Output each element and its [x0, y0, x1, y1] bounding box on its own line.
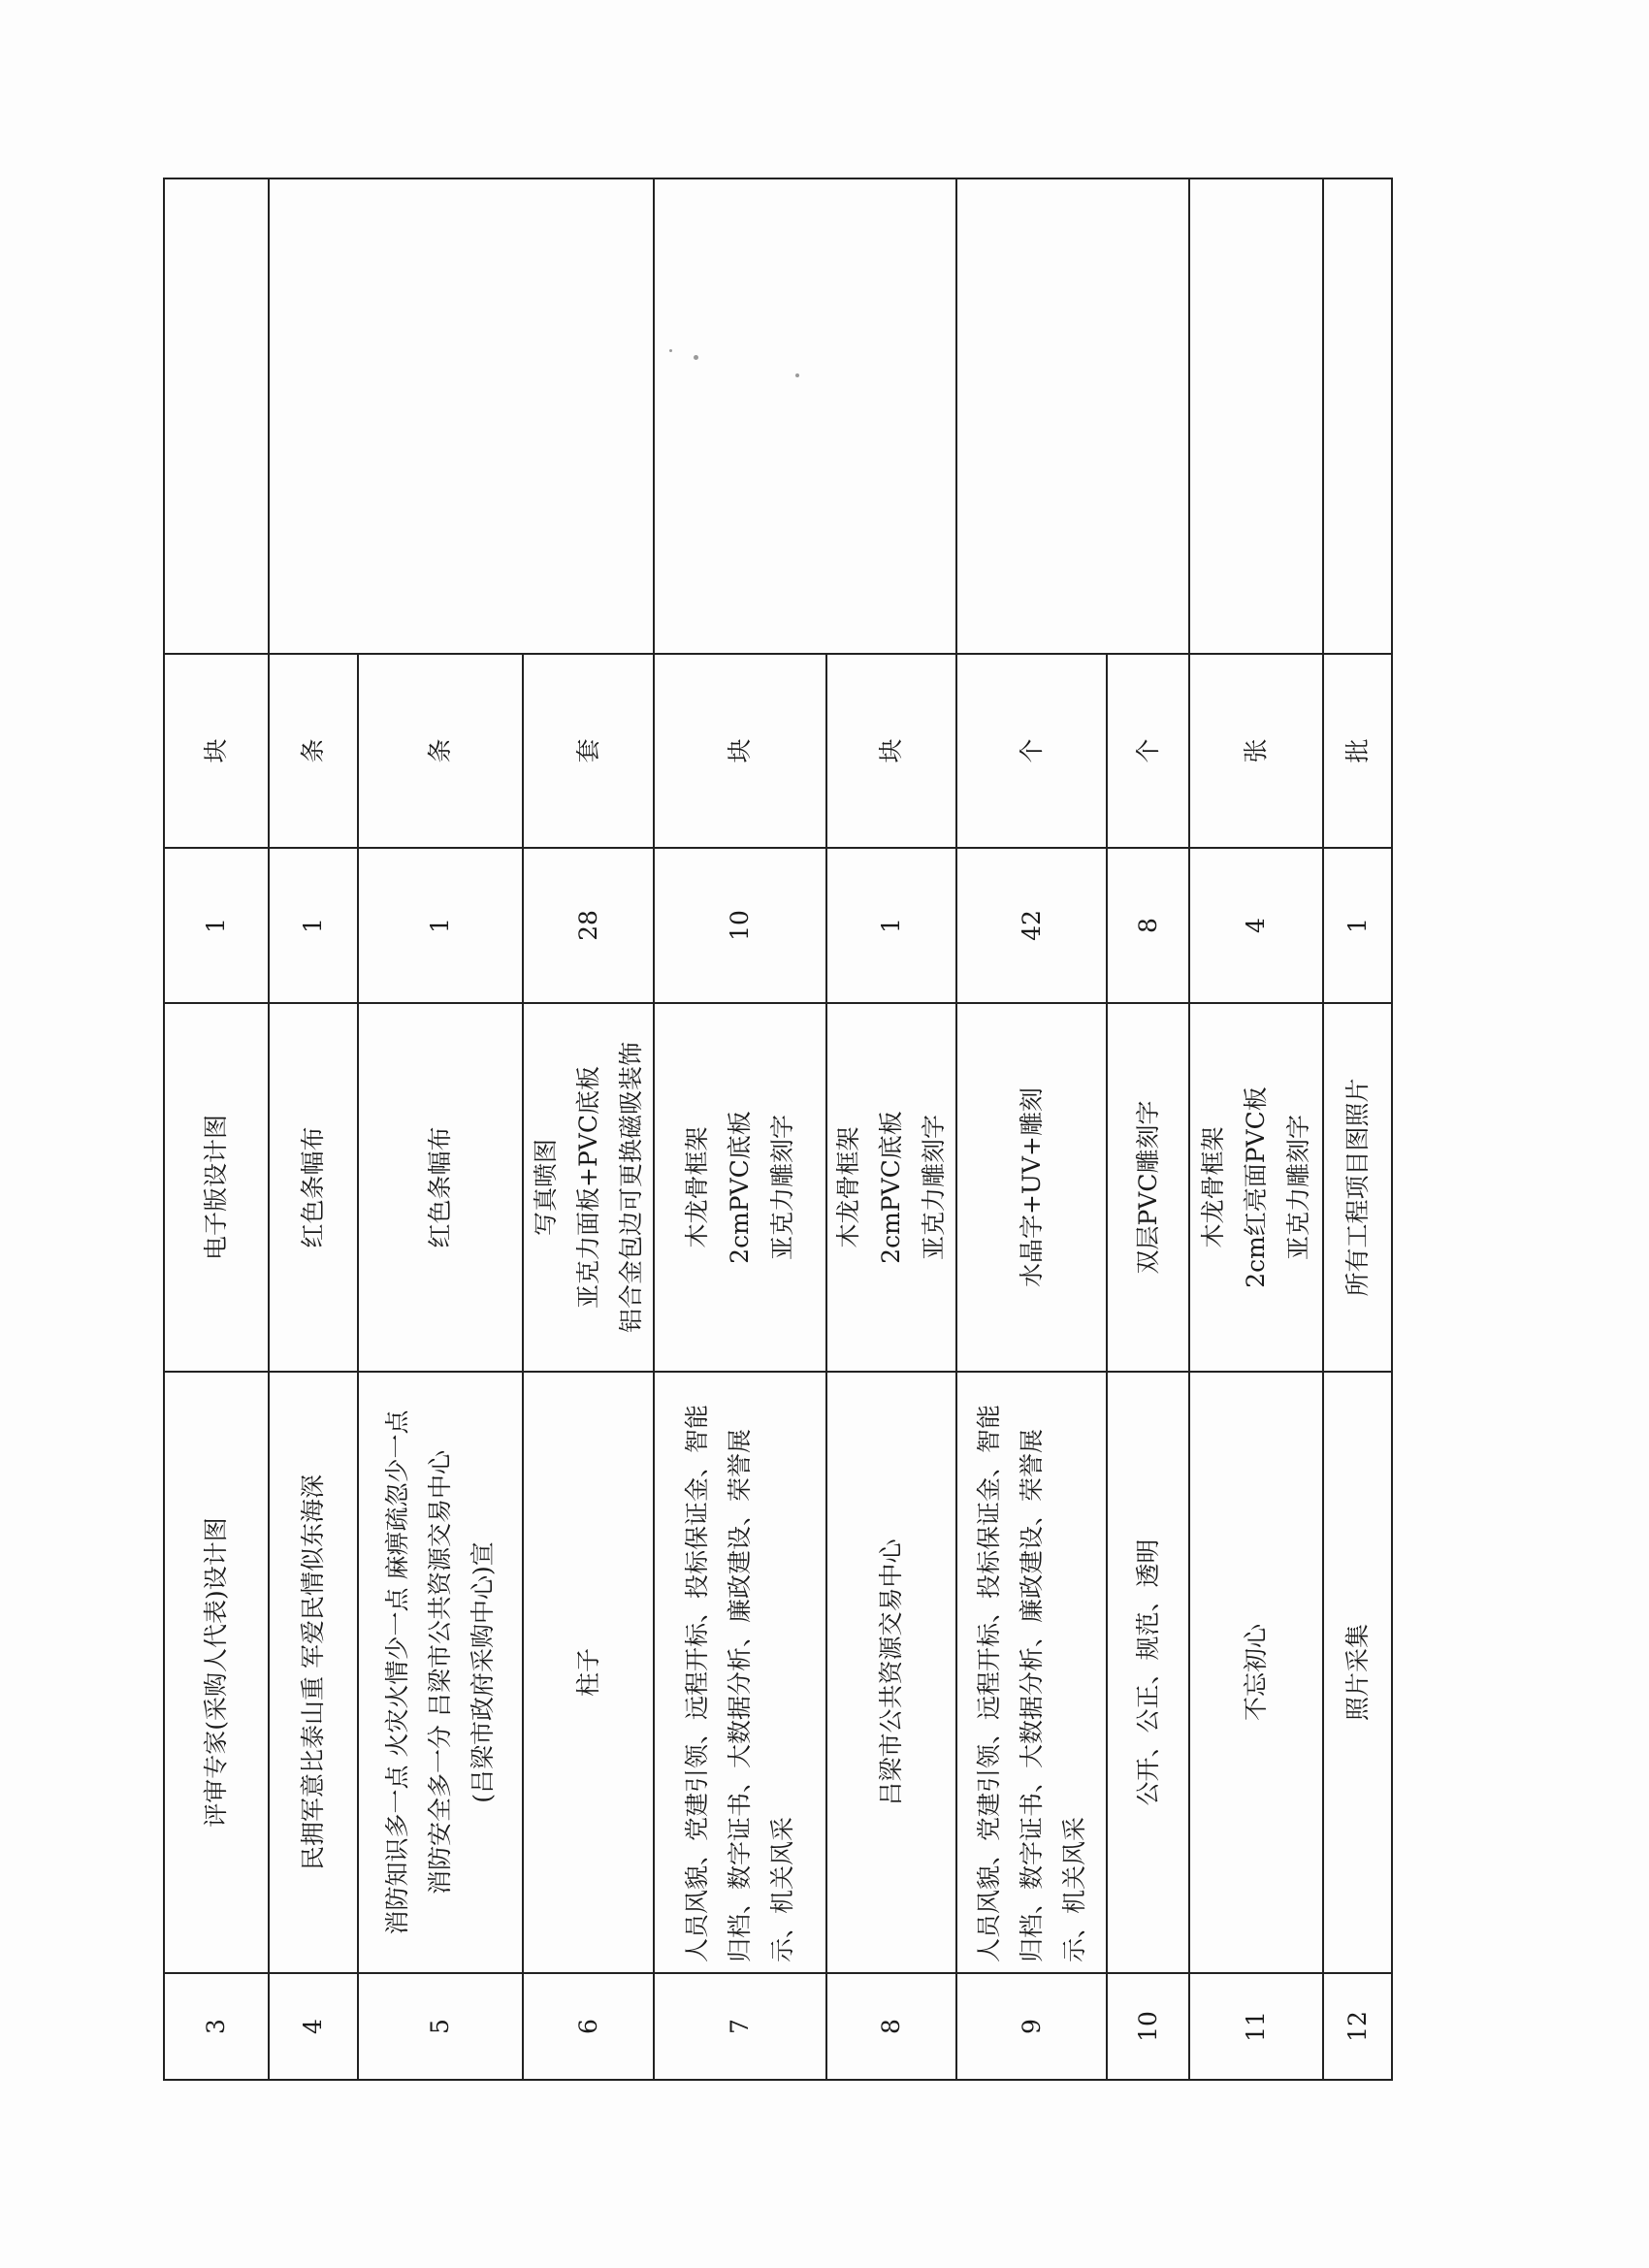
remarks-cell	[956, 178, 1189, 654]
row-number-cell: 12	[1323, 1973, 1392, 2080]
material-cell: 红色条幅布	[358, 1003, 523, 1372]
unit-cell: 套	[523, 654, 654, 848]
quantity-cell: 1	[269, 848, 358, 1003]
content-cell: 评审专家(采购人代表)设计图	[164, 1372, 269, 1973]
row-number-cell: 3	[164, 1973, 269, 2080]
unit-cell: 块	[826, 654, 956, 848]
table-row	[1323, 178, 1392, 2080]
quantity-cell: 10	[654, 848, 826, 1003]
material-cell: 电子版设计图	[164, 1003, 269, 1372]
material-cell: 写真喷图 亚克力面板+PVC底板 铝合金包边可更换磁吸装饰	[523, 1003, 654, 1372]
spec-table	[163, 178, 1393, 2081]
row-number-cell: 6	[523, 1973, 654, 2080]
quantity-cell: 1	[1323, 848, 1392, 1003]
material-cell: 木龙骨框架 2cm红亮面PVC板 亚克力雕刻字	[1189, 1003, 1323, 1372]
row-number-cell: 10	[1107, 1973, 1189, 2080]
quantity-cell: 1	[826, 848, 956, 1003]
row-number-cell: 5	[358, 1973, 523, 2080]
remarks-cell	[164, 178, 269, 654]
unit-cell: 批	[1323, 654, 1392, 848]
material-cell: 木龙骨框架 2cmPVC底板 亚克力雕刻字	[826, 1003, 956, 1372]
row-number-cell: 11	[1189, 1973, 1323, 2080]
unit-cell: 块	[164, 654, 269, 848]
unit-cell: 条	[269, 654, 358, 848]
table-row	[956, 178, 1107, 2080]
row-number-cell: 4	[269, 1973, 358, 2080]
material-cell: 所有工程项目图照片	[1323, 1003, 1392, 1372]
content-cell: 照片采集	[1323, 1372, 1392, 1973]
quantity-cell: 8	[1107, 848, 1189, 1003]
row-number-cell: 7	[654, 1973, 826, 2080]
quantity-cell: 28	[523, 848, 654, 1003]
content-cell: 不忘初心	[1189, 1372, 1323, 1973]
unit-cell: 块	[654, 654, 826, 848]
material-cell: 水晶字+UV+雕刻	[956, 1003, 1107, 1372]
remarks-cell	[1323, 178, 1392, 654]
content-cell: 柱子	[523, 1372, 654, 1973]
row-number-cell: 8	[826, 1973, 956, 2080]
remarks-cell	[1189, 178, 1323, 654]
quantity-cell: 4	[1189, 848, 1323, 1003]
material-cell: 双层PVC雕刻字	[1107, 1003, 1189, 1372]
unit-cell: 个	[956, 654, 1107, 848]
content-cell: 吕梁市公共资源交易中心	[826, 1372, 956, 1973]
content-cell: 公开、公正、规范、透明	[1107, 1372, 1189, 1973]
content-cell: 民拥军意比泰山重 军爱民情似东海深	[269, 1372, 358, 1973]
row-number-cell: 9	[956, 1973, 1107, 2080]
material-cell: 红色条幅布	[269, 1003, 358, 1372]
rotated-table-container	[163, 179, 1387, 2081]
quantity-cell: 42	[956, 848, 1107, 1003]
remarks-cell	[269, 178, 654, 654]
quantity-cell: 1	[358, 848, 523, 1003]
table-row	[164, 178, 269, 2080]
unit-cell: 条	[358, 654, 523, 848]
content-cell: 消防知识多一点 火灾火情少一点 麻痹疏忽少一点 消防安全多一分 吕梁市公共资源交易中心 (吕梁市政府采购中心)宣	[358, 1372, 523, 1973]
remarks-cell	[654, 178, 956, 654]
table-row	[654, 178, 826, 2080]
content-cell: 人员风貌、党建引领、远程开标、投标保证金、智能归档、数字证书、大数据分析、廉政建设、荣誉展示、机关风采	[654, 1372, 826, 1973]
table-row	[1189, 178, 1323, 2080]
unit-cell: 个	[1107, 654, 1189, 848]
table-row	[269, 178, 358, 2080]
content-cell: 人员风貌、党建引领、远程开标、投标保证金、智能归档、数字证书、大数据分析、廉政建设、荣誉展示、机关风采	[956, 1372, 1107, 1973]
quantity-cell: 1	[164, 848, 269, 1003]
material-cell: 木龙骨框架 2cmPVC底板 亚克力雕刻字	[654, 1003, 826, 1372]
unit-cell: 张	[1189, 654, 1323, 848]
